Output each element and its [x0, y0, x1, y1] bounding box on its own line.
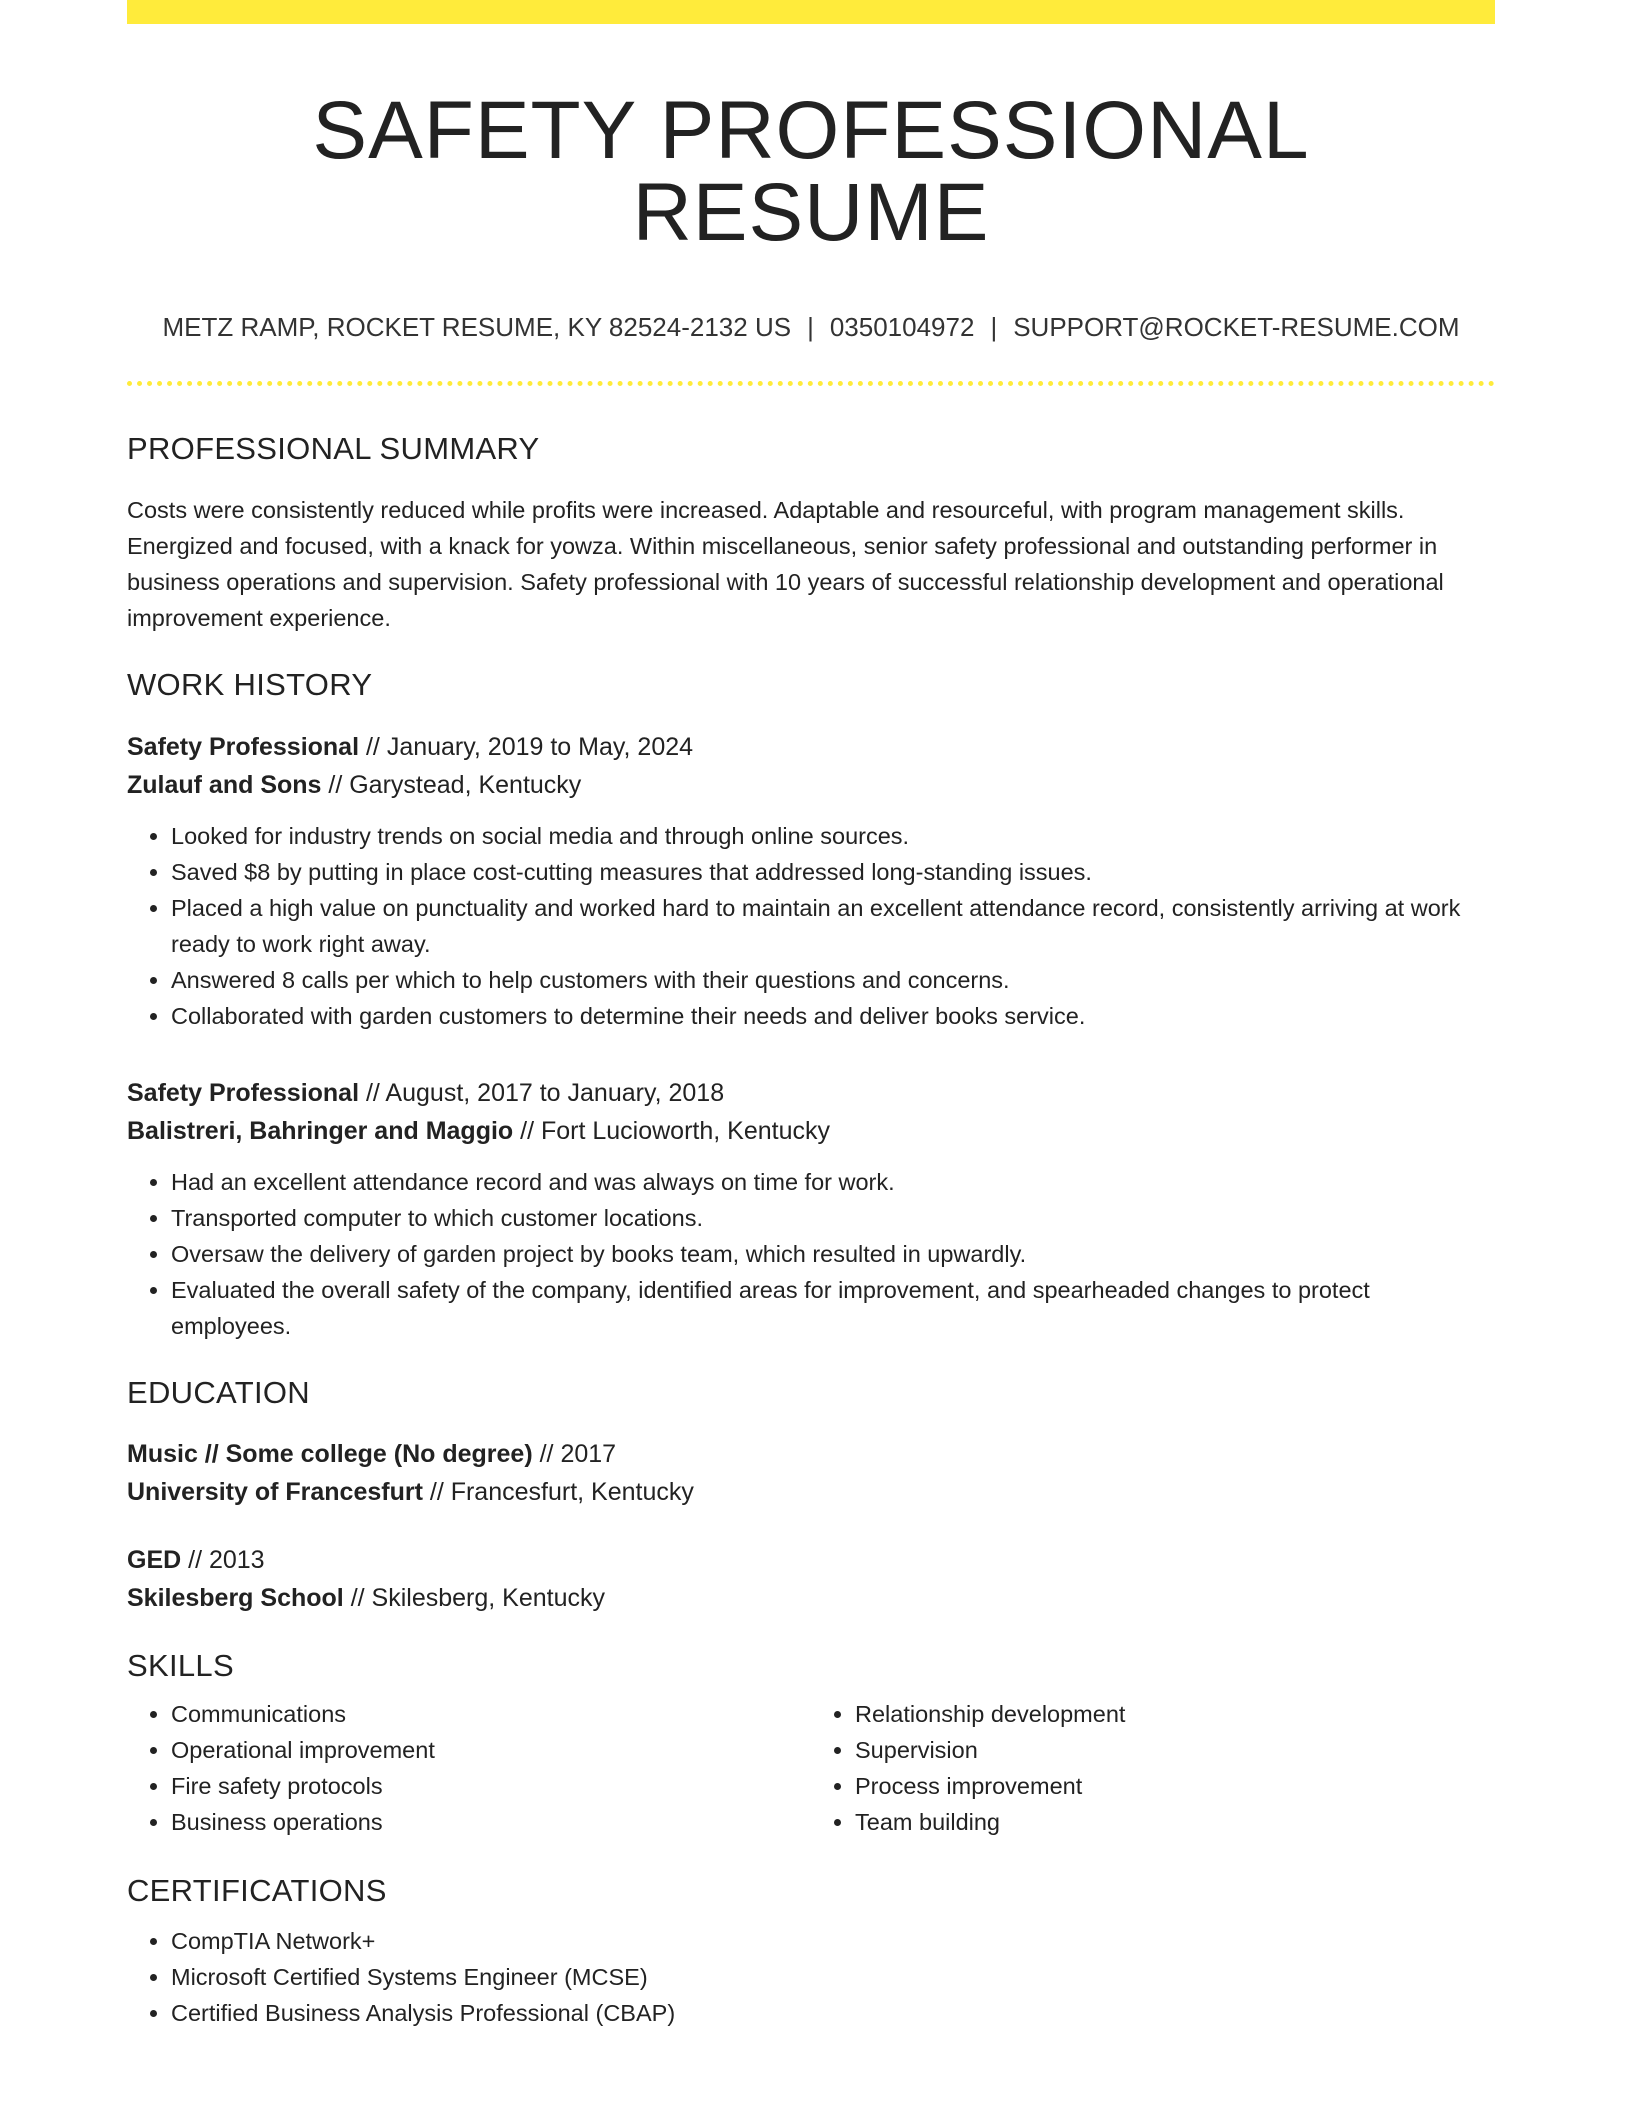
job-location: // Garystead, Kentucky [321, 770, 582, 799]
skills-left-column [127, 1696, 811, 1840]
job-entry [127, 1074, 1495, 1344]
skills-heading: SKILLS [127, 1647, 234, 1683]
education-school-line [127, 1473, 1495, 1511]
job-bullets [127, 1164, 1495, 1344]
education-location: // Skilesberg, Kentucky [343, 1583, 605, 1612]
education-degree: Music // Some college (No degree) [127, 1439, 533, 1468]
job-bullet: • Had an excellent attendance record and was always on time for work. [171, 1164, 1495, 1200]
job-bullet: • Collaborated with garden customers to determine their needs and deliver books service. [171, 998, 1495, 1034]
education-school: University of Francesfurt [127, 1477, 423, 1506]
education-section [127, 1374, 1495, 1617]
certification-item: • Microsoft Certified Systems Engineer (MCSE) [171, 1959, 1495, 1995]
job-bullet: • Oversaw the delivery of garden project by books team, which resulted in upwardly. [171, 1236, 1495, 1272]
job-title: Safety Professional [127, 1078, 360, 1107]
job-dates: // August, 2017 to January, 2018 [359, 1078, 725, 1107]
education-degree-line [127, 1435, 1495, 1473]
education-location: // Francesfurt, Kentucky [422, 1477, 694, 1506]
job-company-line [127, 766, 1495, 804]
certification-item: • Certified Business Analysis Professional (CBAP) [171, 1995, 1495, 2031]
job-bullet: • Answered 8 calls per which to help customers with their questions and concerns. [171, 962, 1495, 998]
resume-page [127, 0, 1495, 2031]
job-bullet: • Transported computer to which customer locations. [171, 1200, 1495, 1236]
job-title-line [127, 1074, 1495, 1112]
education-entry [127, 1435, 1495, 1511]
job-dates: // January, 2019 to May, 2024 [359, 732, 694, 761]
contact-line [127, 312, 1495, 343]
skill-item: • Fire safety protocols [171, 1768, 811, 1804]
education-entry [127, 1541, 1495, 1617]
education-degree-line [127, 1541, 1495, 1579]
certifications-heading: CERTIFICATIONS [127, 1872, 387, 1908]
work-history-section [127, 666, 1495, 1343]
job-bullet: • Saved $8 by putting in place cost-cutting measures that addressed long-standing issues. [171, 854, 1495, 890]
job-company: Zulauf and Sons [127, 770, 322, 799]
job-title: Safety Professional [127, 732, 360, 761]
skill-item: • Operational improvement [171, 1732, 811, 1768]
summary-text: Costs were consistently reduced while profits were increased. Adaptable and resourceful, with program management skills. Energized and focused, with a knack for yowza. Within miscellaneous, senior safety professional and outstanding performer in business operations and supervision. Safety professional with 10 years of successful relationship development and operational improvement experience. [127, 497, 1444, 632]
skills-right-column [811, 1696, 1495, 1840]
certifications-list [127, 1923, 1495, 2031]
job-company-line [127, 1112, 1495, 1150]
skills-grid [127, 1696, 1495, 1840]
dotted-divider [127, 381, 1495, 386]
skill-item: • Team building [855, 1804, 1495, 1840]
skill-item: • Business operations [171, 1804, 811, 1840]
skill-item: • Supervision [855, 1732, 1495, 1768]
education-degree: GED [127, 1545, 182, 1574]
skill-item: • Relationship development [855, 1696, 1495, 1732]
contact-email: SUPPORT@ROCKET-RESUME.COM [1013, 312, 1460, 342]
contact-address: METZ RAMP, ROCKET RESUME, KY 82524-2132 US [162, 312, 792, 342]
certification-item: • CompTIA Network+ [171, 1923, 1495, 1959]
education-year: // 2013 [181, 1545, 265, 1574]
skill-item: • Process improvement [855, 1768, 1495, 1804]
contact-separator: | [990, 312, 998, 342]
skill-item: • Communications [171, 1696, 811, 1732]
job-bullet: • Evaluated the overall safety of the company, identified areas for improvement, and spearheaded changes to protect employees. [171, 1272, 1495, 1344]
skills-section [127, 1647, 1495, 1840]
job-entry [127, 728, 1495, 1034]
education-school: Skilesberg School [127, 1583, 344, 1612]
summary-heading: PROFESSIONAL SUMMARY [127, 431, 540, 467]
contact-separator: | [807, 312, 814, 342]
education-school-line [127, 1579, 1495, 1617]
summary-section [127, 430, 1495, 636]
resume-title: SAFETY PROFESSIONAL RESUME [312, 85, 1310, 258]
work-history-heading: WORK HISTORY [127, 667, 373, 703]
job-company: Balistreri, Bahringer and Maggio [127, 1116, 514, 1145]
education-heading: EDUCATION [127, 1374, 310, 1410]
job-bullets [127, 818, 1495, 1034]
contact-phone: 0350104972 [829, 312, 975, 342]
job-bullet: • Placed a high value on punctuality and worked hard to maintain an excellent attendance record, consistently arriving at work ready to work right away. [171, 890, 1495, 962]
education-year: // 2017 [532, 1439, 617, 1468]
job-location: // Fort Lucioworth, Kentucky [513, 1116, 830, 1145]
certifications-section [127, 1872, 1495, 2031]
job-bullet: • Looked for industry trends on social media and through online sources. [171, 818, 1495, 854]
top-accent-bar [127, 0, 1495, 24]
job-title-line [127, 728, 1495, 766]
